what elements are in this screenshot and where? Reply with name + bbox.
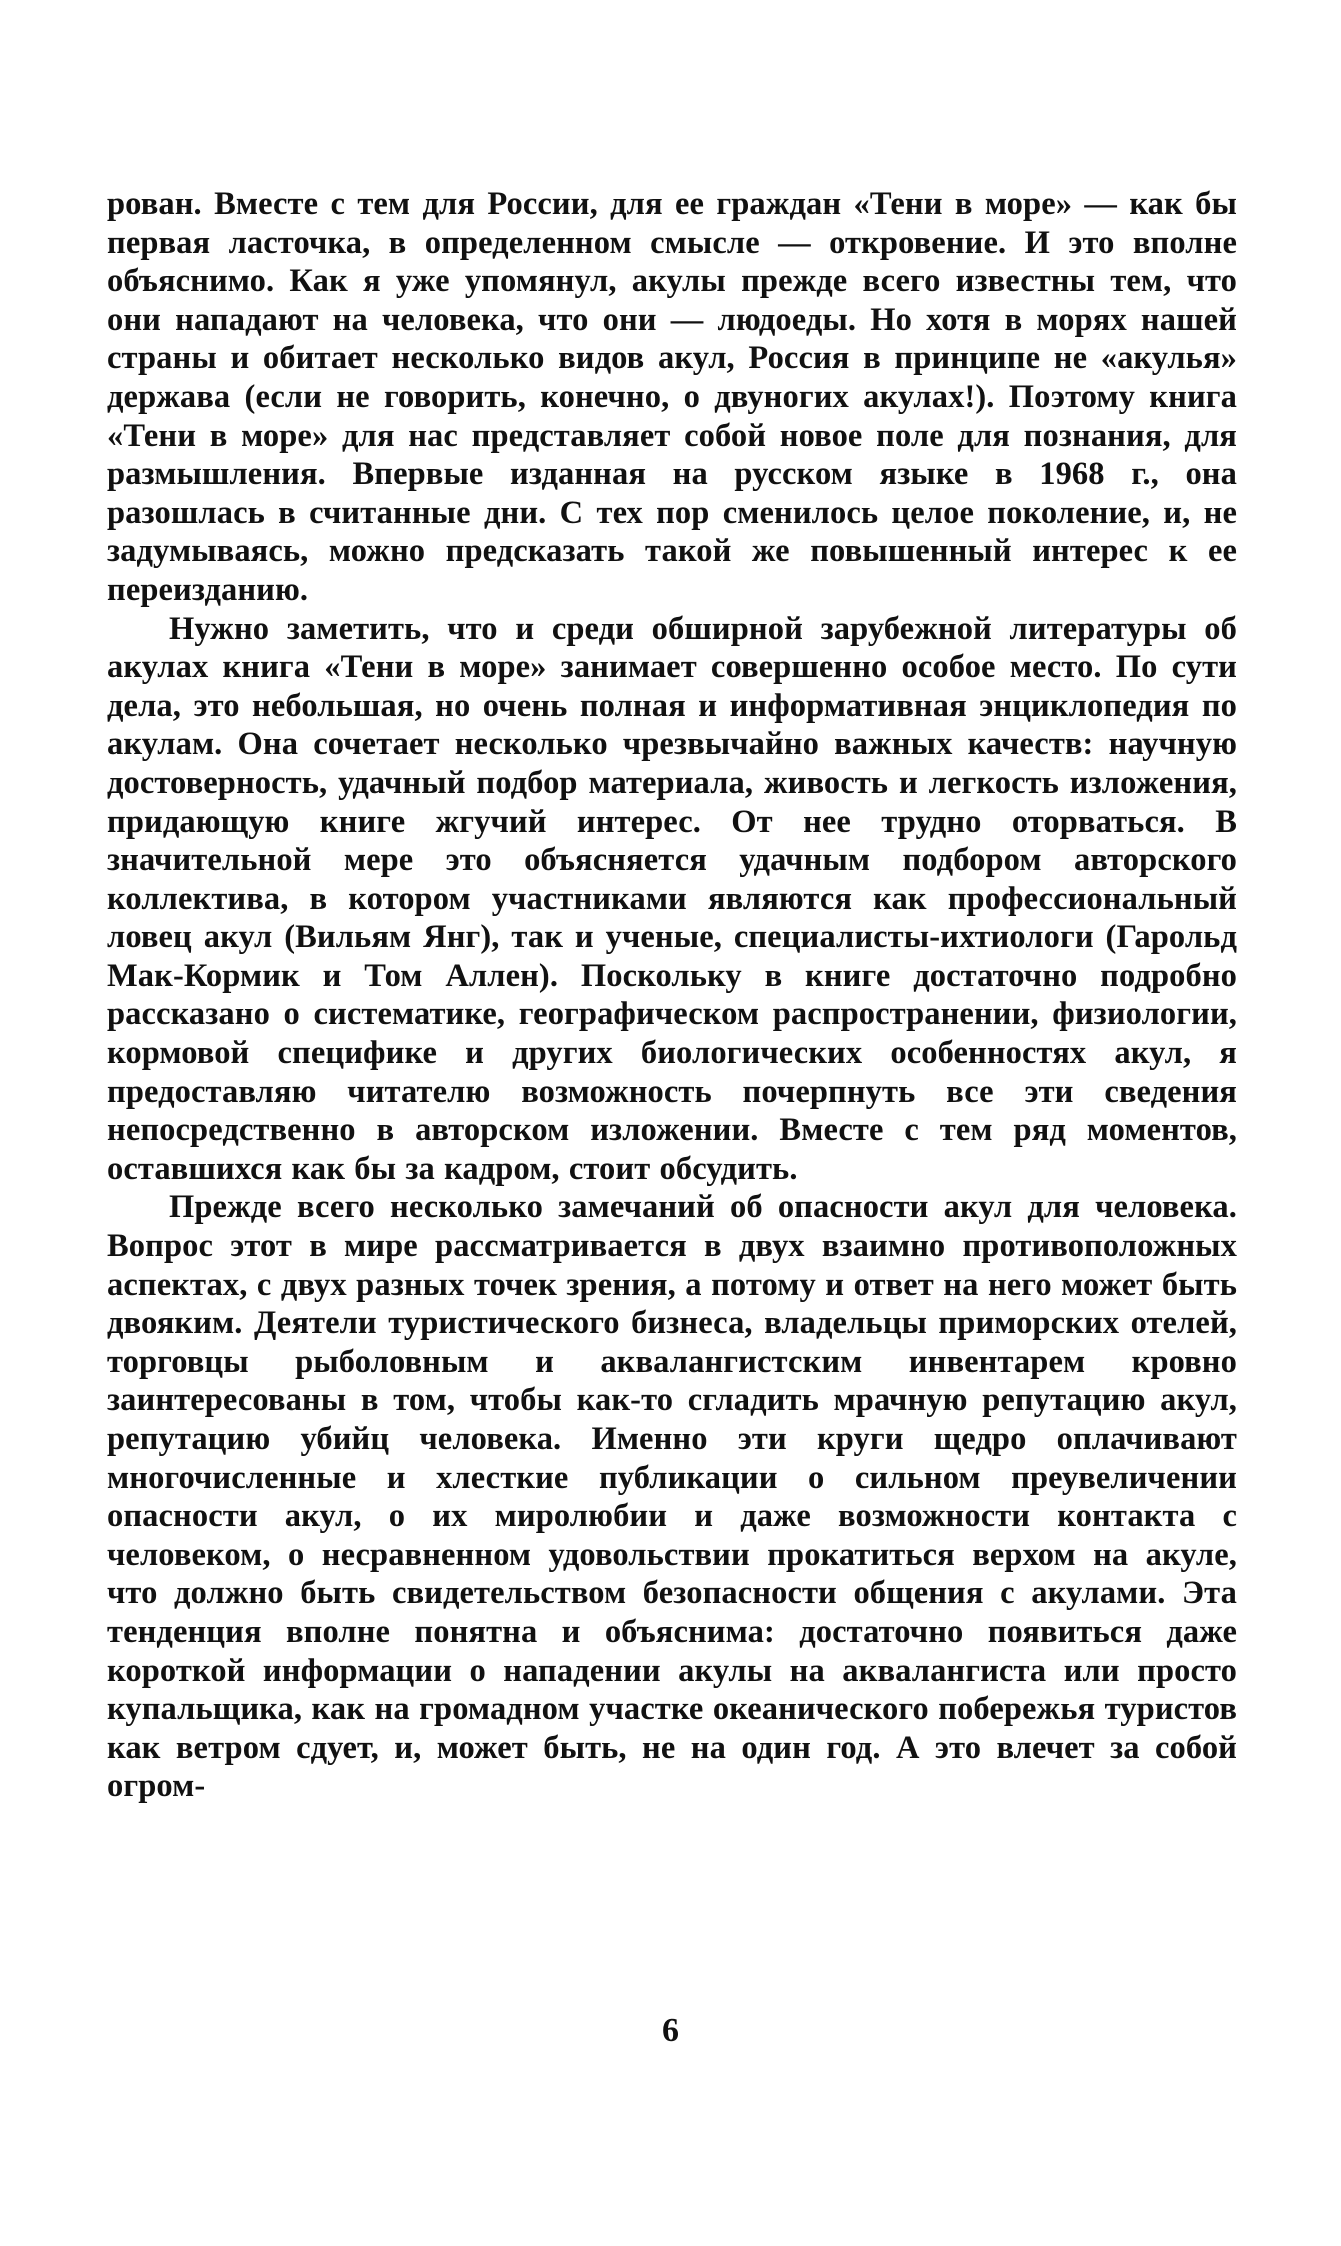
- paragraph-1: рован. Вместе с тем для России, для ее граждан «Тени в море» — как бы первая ласточка, в определенном смысле — откровение. И это вполне объяснимо. Как я уже упомянул, акулы прежде всего известны тем, что они нападают на человека, что они — людоеды. Но хотя в морях нашей страны и обитает несколько видов акул, Россия в принципе не «акулья» держава (если не говорить, конечно, о двуногих акулах!). Поэтому книга «Тени в море» для нас представляет собой новое поле для познания, для размышления. Впервые изданная на русском языке в 1968 г., она разошлась в считанные дни. С тех пор сменилось целое поколение, и, не задумываясь, можно предсказать такой же повышенный интерес к ее переизданию.: [107, 186, 1237, 608]
- page-number: 6: [662, 2012, 679, 2049]
- paragraph-2: Нужно заметить, что и среди обширной зарубежной литературы об акулах книга «Тени в море» занимает совершенно особое место. По сути дела, это небольшая, но очень полная и информативная энциклопедия по акулам. Она сочетает несколько чрезвычайно важных качеств: научную достоверность, удачный подбор материала, живость и легкость изложения, придающую книге жгучий интерес. От нее трудно оторваться. В значительной мере это объясняется удачным подбором авторского коллектива, в котором участниками являются как профессиональный ловец акул (Вильям Янг), так и ученые, специалисты-ихтиологи (Гарольд Мак-Кормик и Том Аллен). Поскольку в книге достаточно подробно рассказано о систематике, географическом распространении, физиологии, кормовой специфике и других биологических особенностях акул, я предоставляю читателю возможность почерпнуть все эти сведения непосредственно в авторском изложении. Вместе с тем ряд моментов, оставшихся как бы за кадром, стоит обсудить.: [107, 610, 1237, 1187]
- paragraph-3: Прежде всего несколько замечаний об опасности акул для человека. Вопрос этот в мире рассматривается в двух взаимно противоположных аспектах, с двух разных точек зрения, а потому и ответ на него может быть двояким. Деятели туристического бизнеса, владельцы приморских отелей, торговцы рыболовным и аквалангистским инвентарем кровно заинтересованы в том, чтобы как-то сгладить мрачную репутацию акул, репутацию убийц человека. Именно эти круги щедро оплачивают многочисленные и хлесткие публикации о сильном преувеличении опасности акул, о их миролюбии и даже возможности контакта с человеком, о несравненном удовольствии прокатиться верхом на акуле, что должно быть свидетельством безопасности общения с акулами. Эта тенденция вполне понятна и объяснима: достаточно появиться даже короткой информации о нападении акулы на аквалангиста или просто купальщика, как на громадном участке океанического побережья туристов как ветром сдует, и, может быть, не на один год. А это влечет за собой огром-: [107, 1189, 1237, 1805]
- body-text: [107, 185, 1237, 1806]
